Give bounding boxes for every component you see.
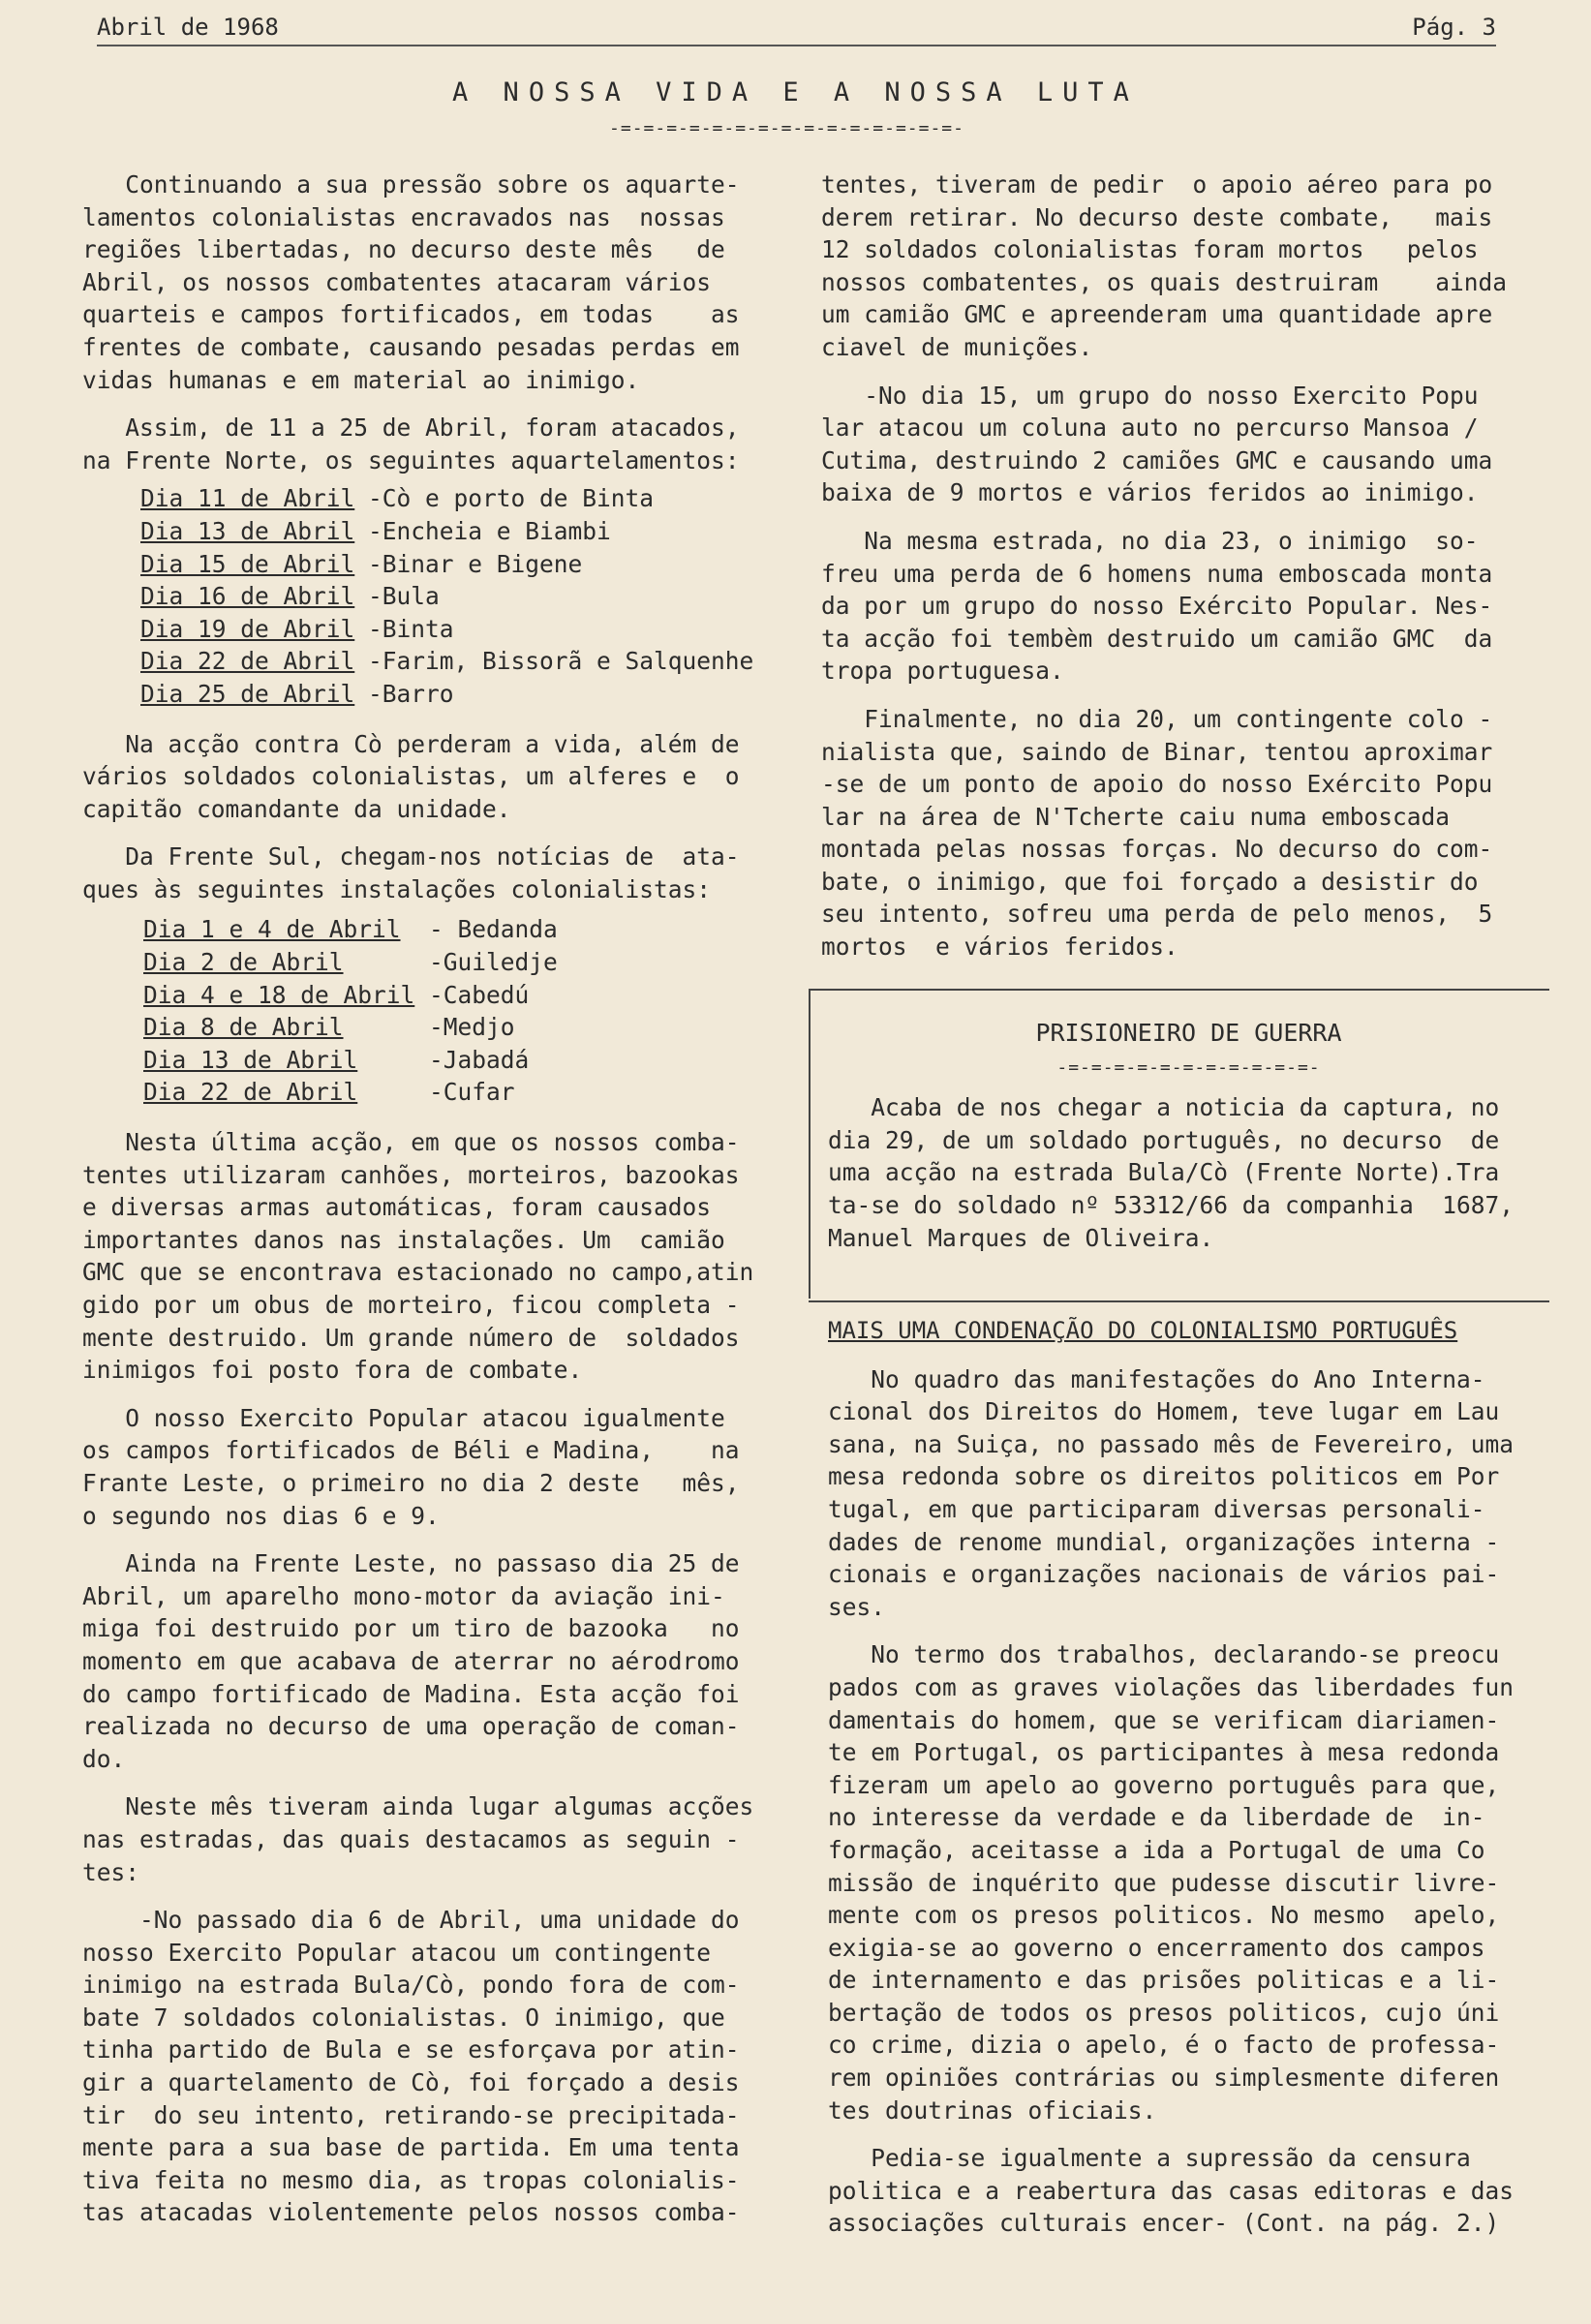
paragraph: Neste mês tiveram ainda lugar algumas acções nas estradas, das quais destacamos as seguin - tes:: [82, 1792, 754, 1886]
list-date: Dia 13 de Abril: [143, 1045, 358, 1074]
list-date: Dia 13 de Abril: [140, 516, 355, 545]
paragraph: Da Frente Sul, chegam-nos notícias de ata- ques às seguintes instalações colonialistas:: [82, 842, 740, 903]
box-title: PRISIONEIRO DE GUERRA: [1035, 1019, 1342, 1047]
list-date: Dia 1 e 4 de Abril: [143, 915, 401, 944]
issue-date: Abril de 1968: [97, 14, 279, 41]
list-item: [140, 482, 799, 515]
south-front-attacks-list: [82, 913, 799, 1109]
header-rule: [97, 45, 1496, 46]
list-date: Dia 25 de Abril: [140, 679, 355, 708]
list-place: -Jabadá: [429, 1045, 530, 1074]
paragraph: -No passado dia 6 de Abril, uma unidade do nosso Exercito Popular atacou um contingente inimigo na estrada Bula/Cò, pondo fora de com- bate 7 soldados colonialistas. O inimigo, que tinha partido de Bula e se esforçava por atin- gir a quartelamento de Cò, foi forçado a desis tir do seu intento, retirando-se precipitada- mente para a sua base de partida. Em uma tenta tiva feita no mesmo dia, as tropas colonialis- tas atacadas violentemente pelos nossos comba-: [82, 1906, 740, 2227]
list-place: -Farim, Bissorã e Salquenhe: [368, 647, 754, 676]
list-date: Dia 11 de Abril: [140, 484, 355, 513]
condemnation-box: [828, 1315, 1554, 2240]
paragraph: Acaba de nos chegar a noticia da captura, no dia 29, de um soldado português, no decurso de uma acção na estrada Bula/Cò (Frente Norte).Tra ta-se do soldado nº 53312/66 da companhia 1687, Manuel Marques de Oliveira.: [828, 1093, 1515, 1252]
paragraph: O nosso Exercito Popular atacou igualmente os campos fortificados de Béli e Madina, na Frante Leste, o primeiro no dia 2 deste mês, o segundo nos dias 6 e 9.: [82, 1403, 740, 1530]
paragraph: tentes, tiveram de pedir o apoio aéreo para po derem retirar. No decurso deste combate, mais 12 soldados colonialistas foram mortos pelos nossos combatentes, os quais destruiram ainda um camião GMC e apreenderam uma quantidade apre ciavel de munições.: [821, 170, 1508, 361]
section-divider: [809, 989, 1549, 991]
list-item: [140, 645, 799, 678]
left-column: [82, 168, 799, 2229]
list-date: Dia 22 de Abril: [140, 647, 355, 676]
paragraph: Nesta última acção, em que os nossos comba- tentes utilizaram canhões, morteiros, bazookas e diversas armas automáticas, foram causados importantes danos nas instalações. Um camião GMC que se encontrava estacionado no campo,atin gido por um obus de morteiro, ficou completa - mente destruido. Um grande número de soldados inimigos foi posto fora de combate.: [82, 1128, 754, 1385]
title-underline: -=-=-=-=-=-=-=-=-=-=-=-=-=-=-=-: [609, 118, 964, 138]
list-item: [143, 979, 799, 1012]
list-place: -Cufar: [429, 1078, 515, 1107]
list-item: [143, 913, 799, 946]
paragraph: Assim, de 11 a 25 de Abril, foram atacados, na Frente Norte, os seguintes aquartelamentos:: [82, 413, 740, 474]
page-header: [97, 14, 1496, 48]
page-number: Pág. 3: [1412, 14, 1496, 41]
paragraph: Continuando a sua pressão sobre os aquarte- lamentos colonialistas encravados nas nossas regiões libertadas, no decurso deste mês de Abril, os nossos combatentes atacaram vários quarteis e campos fortificados, em todas as frentes de combate, causando pesadas perdas em vidas humanas e em material ao inimigo.: [82, 170, 740, 394]
list-item: [143, 1076, 799, 1109]
list-date: Dia 15 de Abril: [140, 549, 355, 578]
list-place: -Binta: [368, 614, 454, 643]
list-item: [140, 613, 799, 646]
section-divider: [809, 1300, 1549, 1302]
list-date: Dia 16 de Abril: [140, 582, 355, 611]
paragraph: Na acção contra Cò perderam a vida, além de vários soldados colonialistas, um alferes e o capitão comandante da unidade.: [82, 729, 740, 823]
list-item: [140, 515, 799, 548]
paragraph: Na mesma estrada, no dia 23, o inimigo so- freu uma perda de 6 homens numa emboscada monta da por um grupo do nosso Exército Popular. Nes- ta acção foi tembèm destruido um camião GMC da tropa portuguesa.: [821, 526, 1493, 686]
list-place: -Medjo: [429, 1013, 515, 1042]
article-title: A NOSSA VIDA E A NOSSA LUTA: [452, 77, 1139, 107]
paragraph: -No dia 15, um grupo do nosso Exercito Popu lar atacou um coluna auto no percurso Mansoa / Cutima, destruindo 2 camiões GMC e causando uma baixa de 9 mortos e vários feridos ao inimigo.: [821, 381, 1493, 507]
list-date: Dia 22 de Abril: [143, 1078, 358, 1107]
paragraph: No quadro das manifestações do Ano Interna- cional dos Direitos do Homem, teve lugar em Lau sana, na Suiça, no passado mês de Fevereiro, uma mesa redonda sobre os direitos politicos em Por tugal, em que participaram diversas personali- dades de renome mundial, organizações interna - cionais e organizações nacionais de vários pai- ses.: [828, 1364, 1515, 1621]
prisoner-of-war-box: [828, 1017, 1549, 1269]
list-date: Dia 2 de Abril: [143, 948, 344, 977]
list-place: -Cabedú: [429, 980, 530, 1009]
list-place: -Bula: [368, 582, 440, 611]
list-date: Dia 4 e 18 de Abril: [143, 980, 415, 1009]
list-place: -Binar e Bigene: [368, 549, 583, 578]
list-item: [140, 548, 799, 581]
north-front-attacks-list: [82, 482, 799, 710]
list-place: -Cò e porto de Binta: [368, 484, 655, 513]
list-place: -Barro: [368, 679, 454, 708]
list-place: -Encheia e Biambi: [368, 516, 611, 545]
list-item: [143, 1011, 799, 1044]
box-title-underline: -=-=-=-=-=-=-=-=-=-=-=-: [1056, 1056, 1321, 1078]
box-border-left: [809, 989, 811, 1299]
right-column: [821, 168, 1552, 979]
paragraph: Ainda na Frente Leste, no passaso dia 25 de Abril, um aparelho mono-motor da aviação ini- miga foi destruido por um tiro de bazooka no momento em que acabava de aterrar no aérodromo do campo fortificado de Madina. Esta acção foi realizada no decurso de uma operação de coman- do.: [82, 1549, 740, 1773]
list-place: - Bedanda: [429, 915, 558, 944]
list-item: [143, 1044, 799, 1077]
list-date: Dia 8 de Abril: [143, 1013, 344, 1042]
list-date: Dia 19 de Abril: [140, 614, 355, 643]
paragraph: No termo dos trabalhos, declarando-se preocu pados com as graves violações das liberdades fun damentais do homem, que se verificam diariamen- te em Portugal, os participantes à mesa redonda fizeram um apelo ao governo português para que, no interesse da verdade e da liberdade de in- formação, aceitasse a ida a Portugal de uma Co missão de inquérito que pudesse discutir livre- mente com os presos politicos. No mesmo apelo, exigia-se ao governo o encerramento dos campos de internamento e das prisões politicas e a li- bertação de todos os presos politicos, cujo úni co crime, dizia o apelo, é o facto de professa- rem opiniões contrárias ou simplesmente diferen tes doutrinas oficiais.: [828, 1640, 1515, 2125]
paragraph: Pedia-se igualmente a supressão da censura politica e a reabertura das casas editoras e das associações culturais encer- (Cont. na pág. 2.): [828, 2144, 1515, 2238]
list-item: [140, 678, 799, 711]
list-item: [140, 580, 799, 613]
paragraph: Finalmente, no dia 20, um contingente colo - nialista que, saindo de Binar, tentou aproximar -se de um ponto de apoio do nosso Exército Popu lar na área de N'Tcherte caiu numa emboscada montada pelas nossas forças. No decurso do com- bate, o inimigo, que foi forçado a desistir do seu intento, sofreu uma perda de pelo menos, 5 mortos e vários feridos.: [821, 704, 1493, 962]
box-title: MAIS UMA CONDENAÇÃO DO COLONIALISMO PORTUGUÊS: [828, 1317, 1458, 1344]
list-item: [143, 946, 799, 979]
list-place: -Guiledje: [429, 948, 558, 977]
